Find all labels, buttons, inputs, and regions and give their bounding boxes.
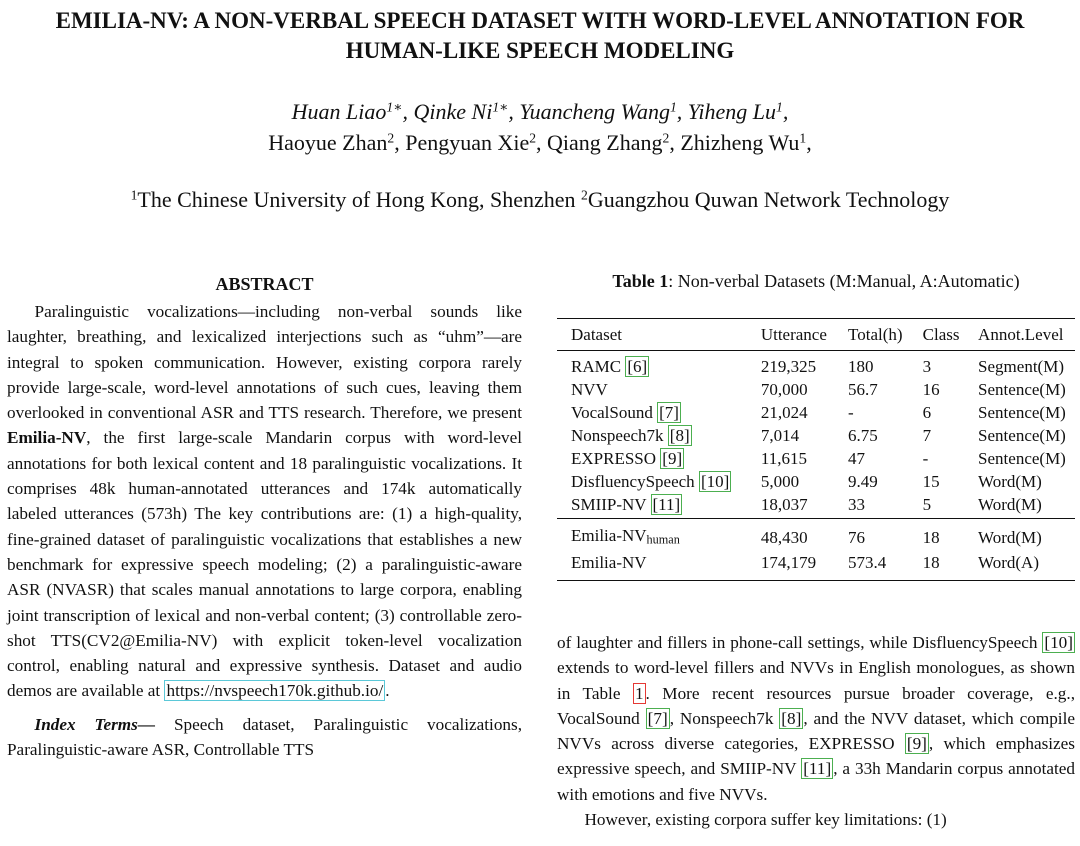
class-count-cell: - bbox=[922, 449, 929, 468]
body-text: , Nonspeech7k bbox=[669, 708, 780, 728]
author-affil-mark: 1∗ bbox=[386, 99, 403, 115]
paper-title-line-1: EMILIA-NV: A NON-VERBAL SPEECH DATASET WITH WORD-LEVEL ANNOTATION FOR bbox=[55, 8, 1025, 33]
table-column-header: Annot.Level bbox=[964, 319, 1075, 351]
table-row bbox=[557, 519, 1075, 552]
utterance-cell: 48,430 bbox=[747, 519, 834, 552]
total-hours-cell: 76 bbox=[834, 519, 909, 552]
author-affil-mark: 1∗ bbox=[492, 99, 509, 115]
dataset-name-cell bbox=[557, 493, 747, 519]
citation-link[interactable]: [6] bbox=[627, 357, 648, 376]
author-affil-mark: 2 bbox=[529, 130, 537, 146]
affiliation-name: Guangzhou Quwan Network Technology bbox=[587, 187, 950, 212]
author-name: Qiang Zhang bbox=[547, 130, 663, 155]
dataset-name: VocalSound bbox=[571, 403, 653, 422]
citation-link[interactable]: [7] bbox=[647, 708, 668, 728]
citation-link[interactable]: [10] bbox=[1044, 633, 1073, 652]
citation-link[interactable]: [7] bbox=[659, 403, 679, 422]
class-count-cell: 16 bbox=[922, 380, 940, 399]
total-hours-cell: - bbox=[848, 403, 854, 422]
table-body-emilia bbox=[557, 519, 1075, 581]
table-reference-link[interactable]: 1 bbox=[634, 683, 644, 703]
citation-link[interactable]: [8] bbox=[669, 426, 690, 445]
citation-link[interactable]: [11] bbox=[652, 495, 681, 514]
author-line-2: Haoyue Zhan$^2$, Pengyuan Xie$^2$, Qiang Zhang$^2$, Zhizheng Wu$^1$, bbox=[268, 130, 812, 155]
total-hours-cell: 47 bbox=[848, 449, 866, 468]
body-text: extends to word-level fillers and NVVs in English monologues, as shown in Table bbox=[557, 658, 1075, 703]
dataset-name-cell bbox=[557, 519, 747, 552]
table-row bbox=[557, 351, 1075, 379]
table-body-prior-datasets bbox=[557, 351, 1075, 519]
related-work-paragraph bbox=[557, 630, 1075, 807]
author-name: Haoyue Zhan bbox=[268, 130, 388, 155]
abstract-heading: ABSTRACT bbox=[215, 274, 314, 294]
total-hours-cell: 56.7 bbox=[848, 380, 878, 399]
dataset-name: EXPRESSO bbox=[571, 449, 657, 468]
annotation-level-cell: Sentence(M) bbox=[978, 403, 1066, 422]
paper-title bbox=[0, 6, 1080, 66]
dataset-name: Nonspeech7k bbox=[571, 426, 664, 445]
table-caption bbox=[557, 268, 1075, 294]
index-terms bbox=[7, 712, 522, 763]
annotation-level-cell: Sentence(M) bbox=[978, 380, 1066, 399]
table-row bbox=[557, 424, 1075, 447]
utterance-cell: 70,000 bbox=[760, 380, 808, 399]
author-name: Zhizheng Wu bbox=[680, 130, 800, 155]
dataset-name: NVV bbox=[571, 380, 608, 399]
dataset-name-cell bbox=[557, 424, 747, 447]
citation-link[interactable]: [9] bbox=[662, 449, 683, 468]
table-column-header: Total(h) bbox=[834, 319, 909, 351]
dataset-name-cell bbox=[557, 447, 747, 470]
table-row bbox=[557, 447, 1075, 470]
total-hours-cell: 573.4 bbox=[848, 553, 887, 573]
annotation-level-cell: Word(M) bbox=[978, 495, 1042, 514]
dataset-name-subscript: human bbox=[646, 532, 680, 547]
table-caption-text: : Non-verbal Datasets (M:Manual, A:Automatic) bbox=[668, 271, 1020, 291]
affiliation-mark: 2 bbox=[581, 187, 588, 203]
paper-title-line-2: HUMAN-LIKE SPEECH MODELING bbox=[345, 38, 735, 63]
abstract-text-b: , the first large-scale Mandarin corpus with word-level annotations for both lexical content and 18 paralinguistic vocalizations. It comprises 48k human-annotated utterances and 174k automatically labeled utterances (573h) The key contributions are: (1) a high-quality, fine-grained dataset of paralinguistic vocalizations that establishes a new benchmark for expressive speech modeling; (2) a paralinguistic-aware ASR (NVASR) that scales manual annotations to large corpora, enabling joint transcription of lexical and non-verbal content; (3) controllable zero-shot TTS(CV2@Emilia-NV) with explicit token-level vocalization control, enabling natural and expressive synthesis. Dataset and audio demos are available at bbox=[7, 428, 522, 701]
utterance-cell: 5,000 bbox=[760, 472, 800, 491]
table-row bbox=[557, 551, 1075, 581]
abstract-text-a: Paralinguistic vocalizations—including non-verbal sounds like laughter, breathing, and lexicalized interjections such as “uhm”—are integral to spoken communication. However, existing corpora rarely provide large-scale, word-level annotations of such cues, leaving them overlooked in conventional ASR and TTS research. Therefore, we present bbox=[7, 302, 522, 423]
body-text: , a 33h Mandarin corpus annotated with emotions and five NVVs. bbox=[557, 759, 1075, 804]
class-count-cell: 5 bbox=[922, 495, 932, 514]
author-name: Pengyuan Xie bbox=[405, 130, 530, 155]
datasets-table bbox=[557, 318, 1075, 581]
author-name: Yuancheng Wang bbox=[519, 99, 670, 124]
dataset-name: Emilia-NV bbox=[7, 428, 87, 448]
dataset-name: SMIIP-NV bbox=[571, 495, 647, 514]
citation-link[interactable]: [11] bbox=[803, 759, 832, 779]
utterance-cell: 174,179 bbox=[760, 553, 817, 573]
index-terms-label: Index Terms— bbox=[34, 714, 156, 734]
dataset-name-cell bbox=[557, 378, 747, 401]
author-list bbox=[0, 96, 1080, 158]
annotation-level-cell: Word(M) bbox=[978, 472, 1042, 491]
total-hours-cell: 33 bbox=[848, 495, 866, 514]
table-header-row bbox=[557, 319, 1075, 351]
class-count-cell: 3 bbox=[922, 357, 932, 376]
total-hours-cell: 180 bbox=[848, 357, 874, 376]
annotation-level-cell: Word(A) bbox=[978, 553, 1039, 573]
dataset-name: DisfluencySpeech bbox=[571, 472, 695, 491]
class-count-cell: 18 bbox=[922, 553, 940, 573]
table-row bbox=[557, 401, 1075, 424]
author-affil-mark: 2 bbox=[387, 130, 395, 146]
annotation-level-cell: Sentence(M) bbox=[978, 449, 1066, 468]
body-text: . More recent resources pursue broader coverage, e.g., VocalSound bbox=[557, 683, 1075, 728]
table-column-header: Class bbox=[909, 319, 964, 351]
utterance-cell: 219,325 bbox=[760, 357, 817, 376]
author-affil-mark: 1 bbox=[669, 99, 677, 115]
limitations-paragraph: However, existing corpora suffer key limitations: (1) bbox=[584, 810, 947, 830]
body-text: , and the NVV dataset, which compile NVVs across diverse categories, EXPRESSO bbox=[557, 708, 1075, 754]
dataset-name: Emilia-NV bbox=[571, 526, 647, 545]
author-affil-mark: 1 bbox=[776, 99, 783, 115]
total-hours-cell: 9.49 bbox=[848, 472, 878, 491]
author-name: Huan Liao bbox=[291, 99, 387, 124]
class-count-cell: 15 bbox=[922, 472, 940, 491]
utterance-cell: 18,037 bbox=[760, 495, 808, 514]
affiliation-name: The Chinese University of Hong Kong, Shenzhen bbox=[137, 187, 581, 212]
dataset-name-cell bbox=[557, 470, 747, 493]
right-body-text bbox=[557, 630, 1075, 832]
annotation-level-cell: Word(M) bbox=[964, 519, 1075, 552]
total-hours-cell: 6.75 bbox=[848, 426, 878, 445]
utterance-cell: 21,024 bbox=[760, 403, 808, 422]
dataset-name-cell bbox=[557, 351, 747, 379]
affiliations bbox=[0, 185, 1080, 215]
citation-link[interactable]: [10] bbox=[700, 472, 730, 491]
dataset-name-cell bbox=[557, 401, 747, 424]
abstract-section bbox=[7, 271, 522, 762]
annotation-level-cell: Segment(M) bbox=[978, 357, 1064, 376]
abstract-text-end: . bbox=[385, 681, 390, 701]
annotation-level-cell: Sentence(M) bbox=[978, 426, 1066, 445]
table-caption-label: Table 1 bbox=[612, 271, 669, 291]
table-row bbox=[557, 470, 1075, 493]
citation-link[interactable]: [9] bbox=[906, 734, 927, 754]
index-terms-text: Speech dataset, Paralinguistic vocalizations, Paralinguistic-aware ASR, Controllable TTS bbox=[7, 714, 523, 760]
author-line-1: Huan Liao$^{1∗}$, Qinke $Ni^{1∗}$, Yuancheng Wang$^1$, Yiheng Lu$^1$, bbox=[291, 99, 789, 124]
affiliation-mark: 1 bbox=[130, 187, 138, 203]
body-text: of laughter and fillers in phone-call settings, while DisfluencySpeech bbox=[557, 633, 1043, 652]
abstract-body bbox=[7, 299, 522, 704]
body-text: , which emphasizes expressive speech, and SMIIP-NV bbox=[557, 734, 1075, 779]
utterance-cell: 11,615 bbox=[760, 449, 807, 468]
citation-link[interactable]: [8] bbox=[781, 708, 802, 728]
author-name: Qinke Ni bbox=[413, 99, 493, 124]
dataset-name: Emilia-NV bbox=[571, 553, 647, 573]
table-row bbox=[557, 378, 1075, 401]
author-affil-mark: 2 bbox=[662, 130, 670, 146]
table-column-header: Utterance bbox=[747, 319, 834, 351]
dataset-url-link[interactable]: https://nvspeech170k.github.io/ bbox=[166, 681, 384, 701]
author-name: Yiheng Lu bbox=[687, 99, 776, 124]
dataset-name: RAMC bbox=[571, 357, 622, 376]
table-column-header: Dataset bbox=[557, 319, 747, 351]
dataset-name-cell bbox=[557, 551, 747, 581]
class-count-cell: 7 bbox=[922, 426, 932, 445]
author-affil-mark: 1 bbox=[799, 130, 807, 146]
table-row bbox=[557, 493, 1075, 519]
class-count-cell: 18 bbox=[909, 519, 964, 552]
utterance-cell: 7,014 bbox=[760, 426, 800, 445]
class-count-cell: 6 bbox=[922, 403, 932, 422]
